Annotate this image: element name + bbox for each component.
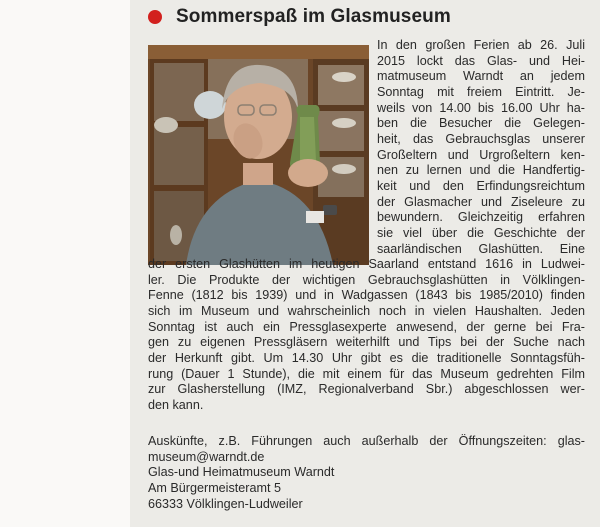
article-headline <box>148 3 451 31</box>
article-photo <box>148 45 369 265</box>
text-line: bewundern. Gleichzeitig erfahren <box>377 210 585 225</box>
text-line: Fenne (1812 bis 1939) und in Wadgassen (1843 bis 1985/2010) finden <box>148 288 585 303</box>
text-line: den kann. <box>148 397 204 412</box>
text-line: sich im Museum und wahrscheinlich noch in vielen Haushalten. Jeden <box>148 303 585 318</box>
page-margin <box>0 0 130 527</box>
text-line: Großeltern und Urgroßeltern ken- <box>377 147 585 162</box>
text-line: rung (Dauer 1 Stunde), die mit einem für das Museum gedrehten Film <box>148 366 585 381</box>
text-line: In den großen Ferien ab 26. Juli <box>377 38 585 52</box>
text-line: zur Glasherstellung (IMZ, Regionalverband Sbr.) abgeschlossen wer- <box>148 382 585 397</box>
text-line: ler. Die Produkte der wichtigen Gebrauchsglashütten in Völklingen- <box>148 272 585 287</box>
text-line: saarländischen Glashütten. Eine <box>377 241 585 256</box>
text-line: der ersten Glashütten im heutigen Saarland entstand 1616 in Ludwei- <box>148 257 585 271</box>
article-body-side-column <box>377 38 585 257</box>
text-line: matmuseum Warndt an jedem <box>377 69 585 84</box>
text-line: heit, das Gebrauchsglas unserer <box>377 131 585 146</box>
photo-woman-with-glass <box>148 45 369 265</box>
contact-line: Auskünfte, z.B. Führungen auch außerhalb der Öffnungszeiten: glas- <box>148 434 585 448</box>
text-line: Sonntag mit freiem Eintritt. Je- <box>377 84 585 99</box>
contact-email: museum@warndt.de <box>148 449 265 464</box>
contact-block <box>148 434 585 512</box>
contact-line: 66333 Völklingen-Ludweiler <box>148 496 303 511</box>
text-line: der Glasmacher und Ziseleure zu <box>377 194 585 209</box>
text-line: sie viel über die Geschichte der <box>377 225 585 240</box>
text-line: gen zu eigenen Pressgläsern weiterhilft und Tips bei der Suche nach <box>148 335 585 350</box>
red-bullet-icon <box>148 10 162 24</box>
text-line: nen zu lernen und die Handfertig- <box>377 163 585 178</box>
text-line: 2015 lockt das Glas- und Hei- <box>377 53 585 68</box>
text-line: weils von 14.00 bis 16.00 Uhr ha- <box>377 100 585 115</box>
headline-text: Sommerspaß im Glasmuseum <box>176 6 451 27</box>
text-line: der Herkunft gibt. Um 14.30 Uhr gibt es die traditionelle Sonntagsfüh- <box>148 350 585 365</box>
contact-line: Glas-und Heimatmuseum Warndt <box>148 465 335 480</box>
contact-line: Am Bürgermeisteramt 5 <box>148 480 281 495</box>
article-body-full-width <box>148 257 585 414</box>
text-line: Sonntag ist auch ein Pressglasexperte anwesend, der gerne bei Fra- <box>148 319 585 334</box>
text-line: keit und den Erfindungsreichtum <box>377 178 585 193</box>
text-line: ben die Besucher die Gelegen- <box>377 116 585 131</box>
